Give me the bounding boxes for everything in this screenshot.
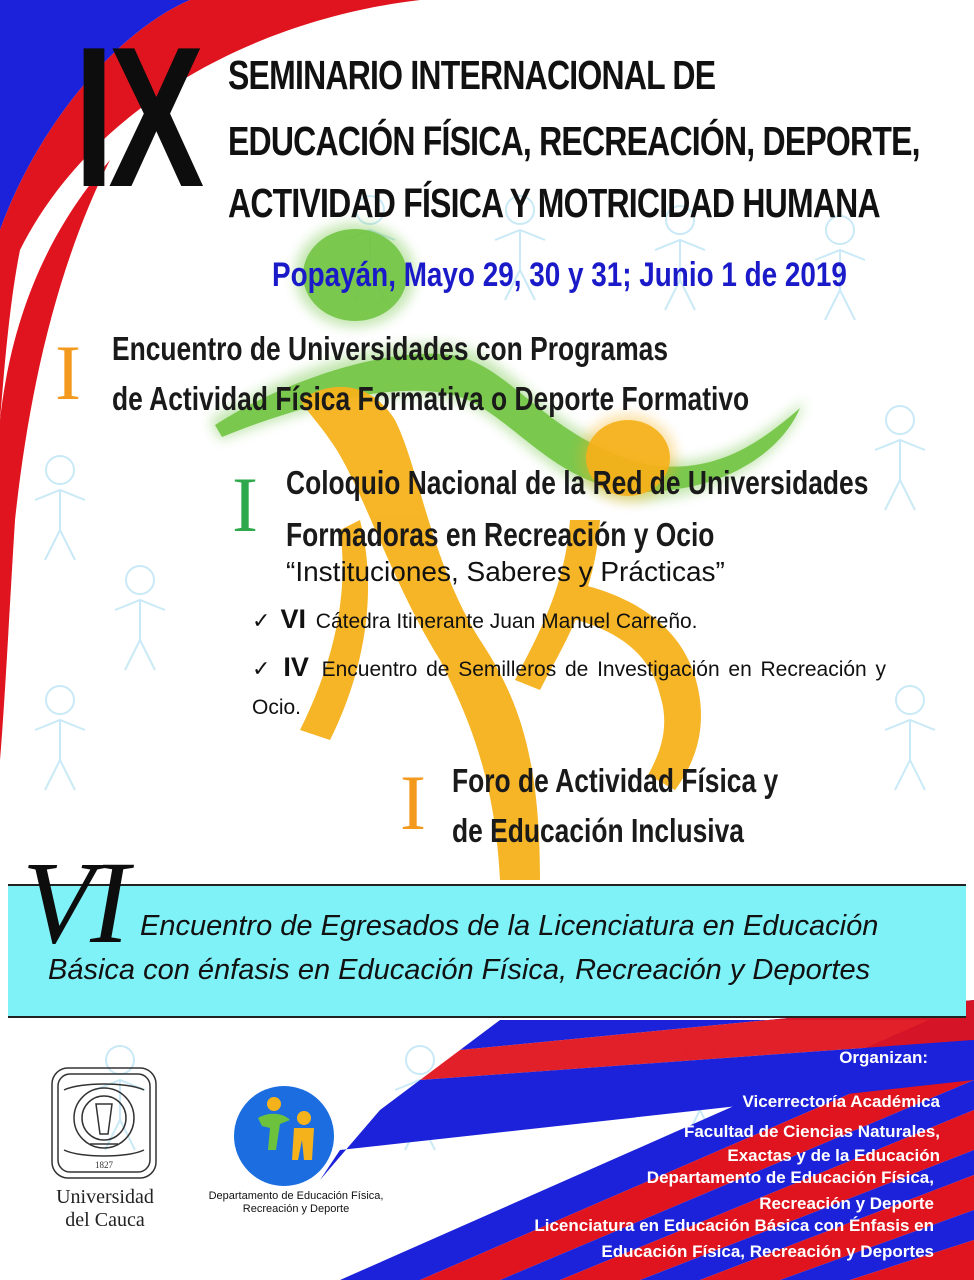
university-seal-year: 1827 <box>95 1160 113 1170</box>
organizer-line: Facultad de Ciencias Naturales, <box>683 1122 940 1141</box>
list-item <box>252 648 886 727</box>
seminar-title-line-3: ACTIVIDAD FÍSICA Y MOTRICIDAD HUMANA <box>228 180 880 226</box>
check-icon: ✓ <box>252 656 274 681</box>
egresados-banner <box>8 884 966 1018</box>
coloquio-line-1: Coloquio Nacional de la Red de Universidades <box>286 464 869 501</box>
check-icon: ✓ <box>252 608 271 633</box>
department-logo-caption: Departamento de Educación Física, Recreación y Deporte <box>208 1190 384 1215</box>
organizer-line: Licenciatura en Educación Básica con Énfasis en <box>534 1216 934 1235</box>
seminar-numeral: IX <box>74 6 199 229</box>
list-item-numeral: IV <box>283 652 309 682</box>
organizer-line: Exactas y de la Educación <box>727 1146 940 1165</box>
organizer-line: Vicerrectoría Académica <box>742 1092 940 1111</box>
coloquio-line-2: Formadoras en Recreación y Ocio <box>286 516 715 553</box>
organizer-line: Recreación y Deporte <box>759 1194 934 1213</box>
department-logo-icon <box>234 1086 334 1186</box>
encuentro-numeral: I <box>55 329 81 416</box>
encuentro-line-2: de Actividad Física Formativa o Deporte Formativo <box>112 380 750 417</box>
list-item-text: Cátedra Itinerante Juan Manuel Carreño. <box>315 610 698 633</box>
encuentro-line-1: Encuentro de Universidades con Programas <box>112 330 669 367</box>
coloquio-subtitle: “Instituciones, Saberes y Prácticas” <box>286 556 725 587</box>
coloquio-numeral: I <box>232 461 258 548</box>
organizer-line: Departamento de Educación Física, <box>646 1168 934 1187</box>
egresados-numeral: VI <box>22 837 126 968</box>
seminar-title-line-2: EDUCACIÓN FÍSICA, RECREACIÓN, DEPORTE, <box>228 118 920 164</box>
list-item <box>252 604 872 635</box>
egresados-line-2: Básica con énfasis en Educación Física, Recreación y Deportes <box>48 954 871 986</box>
list-item-text: Encuentro de Semilleros de Investigación en Recreación y Ocio. <box>252 658 886 719</box>
egresados-line-1: Encuentro de Egresados de la Licenciatura en Educación <box>140 910 879 942</box>
university-name: Universidad del Cauca <box>56 1186 154 1231</box>
organizers-heading: Organizan: <box>839 1048 928 1067</box>
seminar-title-line-1: SEMINARIO INTERNACIONAL DE <box>228 52 716 98</box>
foro-line-2: de Educación Inclusiva <box>452 812 744 849</box>
foro-numeral: I <box>400 759 426 846</box>
foro-line-1: Foro de Actividad Física y <box>452 762 779 799</box>
organizer-line: Educación Física, Recreación y Deportes <box>601 1242 934 1261</box>
list-item-numeral: VI <box>280 604 306 634</box>
event-date: Popayán, Mayo 29, 30 y 31; Junio 1 de 2019 <box>272 256 847 294</box>
